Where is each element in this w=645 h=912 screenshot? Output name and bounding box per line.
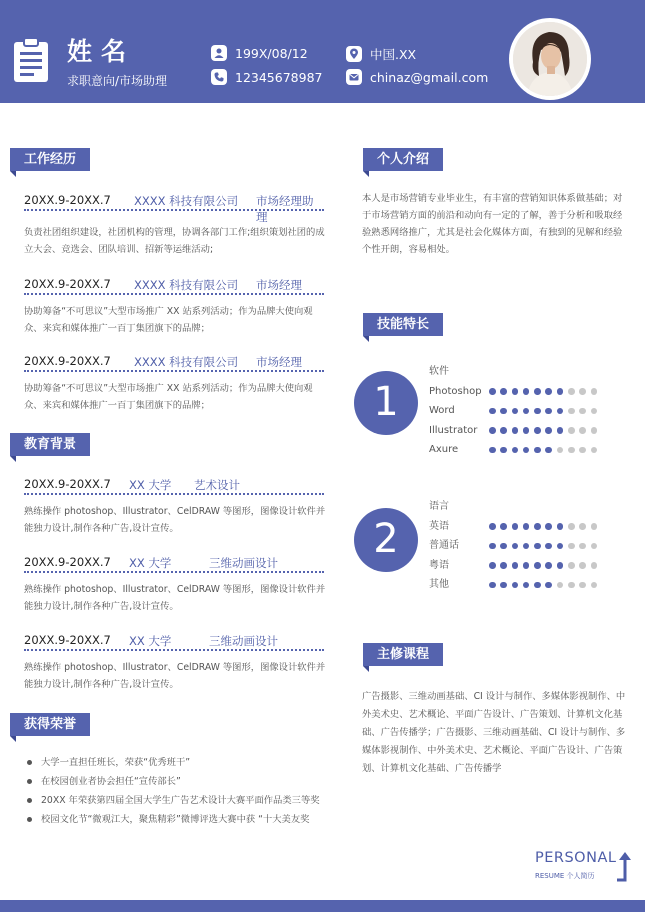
work-entry-2-head: [24, 277, 324, 295]
rating-dot-filled: [512, 388, 519, 395]
skill-name: Axure: [429, 444, 459, 455]
brand-subtitle: RESUME 个人简历: [535, 872, 595, 880]
rating-dot-filled: [534, 427, 541, 434]
rating-dot-filled: [523, 408, 530, 415]
user-icon: [211, 45, 227, 61]
rating-dot-filled: [545, 543, 552, 550]
rating-dot-empty: [579, 408, 586, 415]
rating-dot-empty: [591, 523, 598, 530]
intro-text: 本人是市场营销专业毕业生，有丰富的营销知识体系做基础；对于市场营销方面的前沿和动向有一定的了解，善于分析和吸取经验熟悉网络推广，尤其是社会化媒体方面，有独到的见解和经验个性开朗，容易相处。: [362, 193, 623, 255]
rating-dot-filled: [500, 523, 507, 530]
list-item: 在校园创业者协会担任“宣传部长”: [24, 773, 334, 790]
birth-date: 199X/08/12: [235, 45, 308, 61]
rating-dot-filled: [545, 388, 552, 395]
location-pin-icon: [346, 46, 362, 62]
rating-dot-filled: [557, 523, 564, 530]
rating-dot-filled: [534, 408, 541, 415]
skill-row: [429, 517, 619, 537]
skill-name: 英语: [429, 520, 449, 532]
rating-dot-empty: [568, 427, 575, 434]
software-skills: [429, 362, 619, 460]
rating-dot-filled: [489, 543, 496, 550]
rating-dot-filled: [545, 582, 552, 589]
rating-dot-empty: [579, 543, 586, 550]
location: 中国.XX: [370, 47, 417, 62]
rating-dot-empty: [568, 408, 575, 415]
job-objective: 求职意向/市场助理: [67, 74, 168, 88]
edu-entry-3-head: [24, 633, 324, 651]
skill-row: [429, 401, 619, 421]
rating-dot-filled: [545, 562, 552, 569]
section-title-courses: 主修课程: [363, 643, 443, 666]
work-company: XXXX 科技有限公司: [134, 278, 239, 292]
skill-rating: [489, 401, 602, 421]
skill-rating: [489, 440, 602, 460]
rating-dot-empty: [579, 388, 586, 395]
work-date: 20XX.9-20XX.7: [24, 193, 111, 207]
section-title-work: 工作经历: [10, 148, 90, 171]
work-date: 20XX.9-20XX.7: [24, 277, 111, 291]
rating-dot-filled: [500, 388, 507, 395]
rating-dot-filled: [512, 562, 519, 569]
rating-dot-empty: [591, 447, 598, 454]
mail-icon: [346, 69, 362, 85]
skill-rating: [489, 575, 602, 595]
rating-dot-filled: [545, 408, 552, 415]
skill-rating: [489, 556, 602, 576]
rating-dot-filled: [512, 543, 519, 550]
skill-category-label: 语言: [429, 501, 449, 512]
edu-major: 三维动画设计: [209, 556, 278, 570]
brand-title: PERSONAL: [535, 850, 617, 866]
rating-dot-filled: [534, 562, 541, 569]
rating-dot-empty: [557, 582, 564, 589]
rating-dot-filled: [512, 582, 519, 589]
edu-date: 20XX.9-20XX.7: [24, 555, 111, 569]
work-company: XXXX 科技有限公司: [134, 194, 239, 208]
honors-list: [24, 754, 334, 830]
rating-dot-filled: [545, 427, 552, 434]
rating-dot-filled: [523, 523, 530, 530]
rating-dot-filled: [545, 523, 552, 530]
edu-school: XX 大学: [129, 634, 172, 648]
skill-number-2: 2: [354, 508, 418, 572]
work-entry-3-head: [24, 354, 324, 372]
rating-dot-filled: [523, 427, 530, 434]
list-item: 校园文化节“微观江大，聚焦精彩”微博评选大赛中获 “十大美友奖: [24, 811, 334, 828]
skill-name: Word: [429, 405, 455, 416]
rating-dot-empty: [591, 543, 598, 550]
rating-dot-empty: [591, 388, 598, 395]
rating-dot-filled: [500, 408, 507, 415]
rating-dot-empty: [568, 582, 575, 589]
rating-dot-filled: [500, 582, 507, 589]
edu-date: 20XX.9-20XX.7: [24, 633, 111, 647]
footer-bar: [0, 900, 645, 912]
email-contact: [346, 69, 488, 85]
skill-number-1: 1: [354, 371, 418, 435]
avatar: [509, 18, 591, 100]
language-skills: [429, 497, 619, 595]
rating-dot-filled: [557, 388, 564, 395]
rating-dot-filled: [534, 543, 541, 550]
list-item: 20XX 年荣获第四届全国大学生广告艺术设计大赛平面作品类三等奖: [24, 792, 334, 809]
rating-dot-filled: [500, 447, 507, 454]
edu-entry-1-head: [24, 477, 324, 495]
skill-rating: [489, 382, 602, 402]
edu-entry-2-head: [24, 555, 324, 573]
work-role: 市场经理助理: [256, 194, 314, 224]
work-entry-2-desc: 协助筹备“不可思议”大型市场推广 XX 站系列活动；作为品牌大使向观众、来宾和媒体推广一百丁集团旗下的品牌；: [24, 306, 313, 334]
skill-rating: [489, 536, 602, 556]
work-role: 市场经理: [256, 355, 302, 369]
rating-dot-filled: [557, 562, 564, 569]
rating-dot-empty: [591, 582, 598, 589]
rating-dot-filled: [523, 388, 530, 395]
skill-category-label: 软件: [429, 366, 449, 377]
edu-school: XX 大学: [129, 478, 172, 492]
rating-dot-filled: [489, 447, 496, 454]
rating-dot-filled: [557, 543, 564, 550]
section-title-intro: 个人介绍: [363, 148, 443, 171]
edu-entry-1-desc: 熟练操作 photoshop、Illustrator、CelDRAW 等图形，图像设计软件并能独力设计,制作各种广告,设计宣传。: [24, 506, 326, 534]
skill-name: 粤语: [429, 559, 449, 571]
work-company: XXXX 科技有限公司: [134, 355, 239, 369]
rating-dot-filled: [512, 408, 519, 415]
skill-row: [429, 440, 619, 460]
edu-major: 三维动画设计: [209, 634, 278, 648]
rating-dot-filled: [512, 447, 519, 454]
rating-dot-filled: [523, 582, 530, 589]
skill-row: [429, 382, 619, 402]
rating-dot-empty: [579, 523, 586, 530]
rating-dot-filled: [523, 447, 530, 454]
rating-dot-filled: [489, 427, 496, 434]
skill-name: 普通话: [429, 540, 459, 551]
rating-dot-filled: [512, 427, 519, 434]
skill-rating: [489, 421, 602, 441]
work-entry-3-desc: 协助筹备“不可思议”大型市场推广 XX 站系列活动；作为品牌大使向观众、来宾和媒体推广一百丁集团旗下的品牌；: [24, 383, 313, 411]
rating-dot-empty: [568, 447, 575, 454]
birth-contact: [211, 45, 308, 61]
rating-dot-filled: [489, 562, 496, 569]
work-role: 市场经理: [256, 278, 302, 292]
phone-icon: [211, 69, 227, 85]
skill-name: 其他: [429, 579, 449, 590]
rating-dot-filled: [489, 523, 496, 530]
skill-name: Illustrator: [429, 424, 478, 436]
rating-dot-filled: [534, 388, 541, 395]
rating-dot-empty: [568, 388, 575, 395]
skill-row: [429, 556, 619, 576]
rating-dot-empty: [568, 562, 575, 569]
rating-dot-filled: [489, 388, 496, 395]
work-entry-1-head: [24, 193, 324, 224]
rating-dot-empty: [579, 427, 586, 434]
work-date: 20XX.9-20XX.7: [24, 354, 111, 368]
rating-dot-empty: [591, 408, 598, 415]
rating-dot-filled: [534, 447, 541, 454]
rating-dot-empty: [579, 447, 586, 454]
rating-dot-filled: [523, 543, 530, 550]
email-address: chinaz@gmail.com: [370, 69, 489, 85]
rating-dot-filled: [500, 543, 507, 550]
rating-dot-filled: [500, 562, 507, 569]
resume-header: [0, 0, 645, 103]
section-title-honors: 获得荣誉: [10, 713, 90, 736]
phone-number: 12345678987: [235, 69, 323, 85]
edu-entry-3-desc: 熟练操作 photoshop、Illustrator、CelDRAW 等图形，图像设计软件并能独力设计,制作各种广告,设计宣传。: [24, 662, 326, 690]
edu-entry-2-desc: 熟练操作 photoshop、Illustrator、CelDRAW 等图形，图像设计软件并能独力设计,制作各种广告,设计宣传。: [24, 584, 326, 612]
rating-dot-filled: [489, 408, 496, 415]
section-title-skills: 技能特长: [363, 313, 443, 336]
edu-school: XX 大学: [129, 556, 172, 570]
rating-dot-empty: [591, 427, 598, 434]
document-icon: [12, 36, 50, 84]
rating-dot-filled: [512, 523, 519, 530]
courses-text: 广告摄影、三维动画基础、CI 设计与制作、多媒体影视制作、中外美术史、艺术概论、平面广告设计、广告策划、计算机文化基础、广告传播学；广告摄影、三维动画基础、CI 设计与制作、多媒体影视制作、中外美术史、艺术概论、平面广告设计、广告策划、计算机文化基础、广告传播学: [362, 691, 626, 774]
list-item: 大学一直担任班长，荣获“优秀班干”: [24, 754, 334, 771]
arrow-up-icon: [615, 850, 633, 882]
rating-dot-filled: [545, 447, 552, 454]
rating-dot-filled: [523, 562, 530, 569]
skill-row: [429, 575, 619, 595]
skill-row: [429, 421, 619, 441]
rating-dot-empty: [591, 562, 598, 569]
edu-date: 20XX.9-20XX.7: [24, 477, 111, 491]
phone-contact: [211, 69, 322, 85]
rating-dot-filled: [489, 582, 496, 589]
rating-dot-filled: [500, 427, 507, 434]
skill-rating: [489, 517, 602, 537]
portrait-image: [513, 22, 587, 96]
skill-row: [429, 536, 619, 556]
rating-dot-empty: [557, 447, 564, 454]
rating-dot-empty: [579, 582, 586, 589]
rating-dot-filled: [534, 523, 541, 530]
rating-dot-empty: [568, 543, 575, 550]
rating-dot-empty: [568, 523, 575, 530]
work-entry-1-desc: 负责社团组织建设，社团机构的管理，协调各部门工作;组织策划社团的成立大会、竞选会、团队培训、招新等运维活动;: [24, 227, 325, 255]
rating-dot-filled: [557, 427, 564, 434]
rating-dot-filled: [557, 408, 564, 415]
rating-dot-filled: [534, 582, 541, 589]
section-title-education: 教育背景: [10, 433, 90, 456]
brand-mark: [535, 850, 635, 884]
location-contact: [346, 45, 416, 63]
skill-name: Photoshop: [429, 385, 482, 397]
candidate-name: 姓名: [67, 37, 136, 66]
edu-major: 艺术设计: [194, 478, 240, 492]
rating-dot-empty: [579, 562, 586, 569]
